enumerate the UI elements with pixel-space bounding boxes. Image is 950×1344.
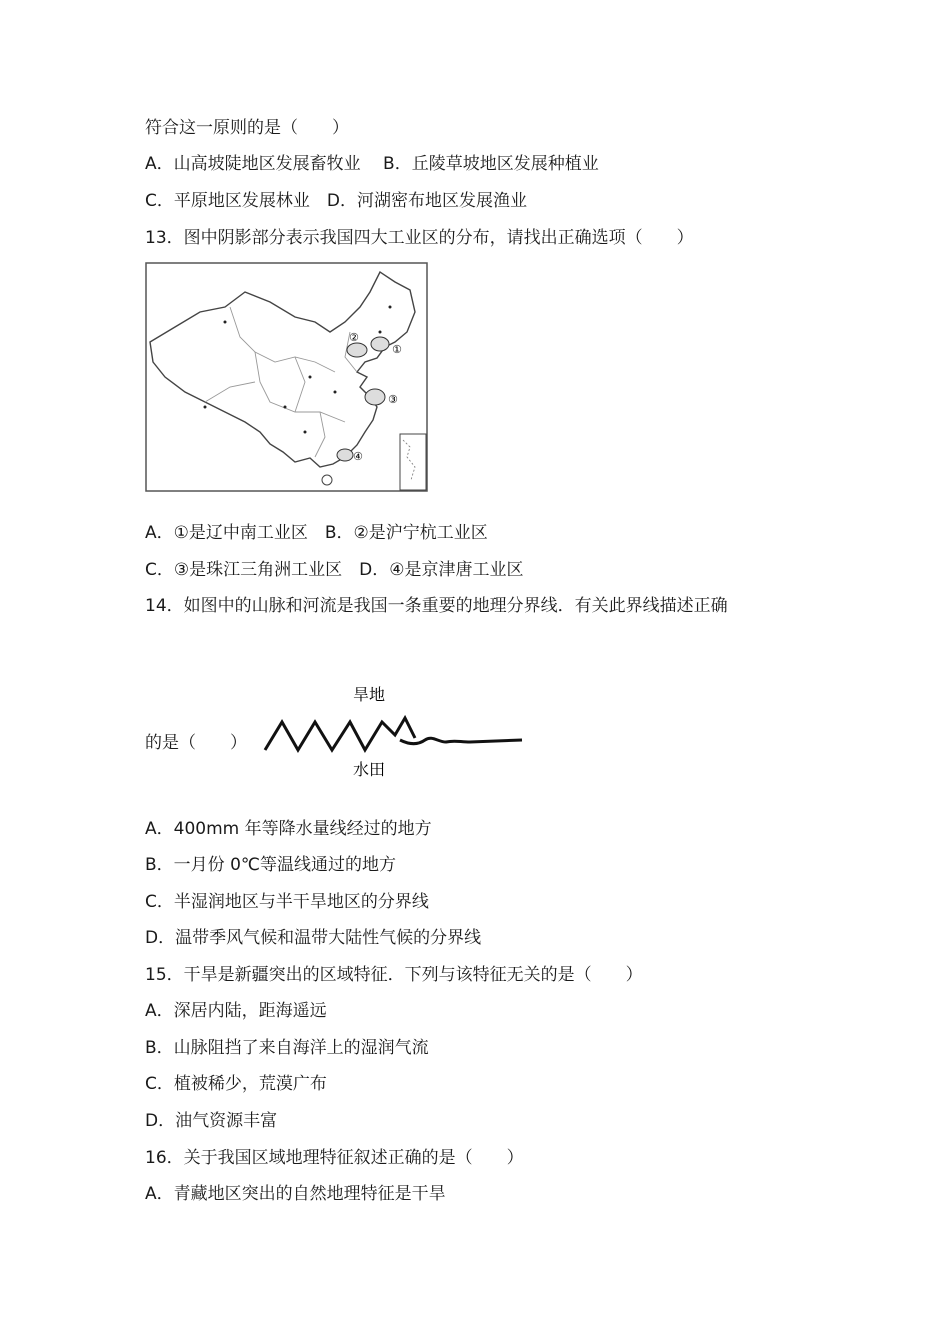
q12-options-ab: A．山高坡陡地区发展畜牧业 B．丘陵草坡地区发展种植业 — [145, 154, 599, 174]
q14-stem-end: 的是（ ） — [145, 733, 247, 753]
q16-option-a: A．青藏地区突出的自然地理特征是干旱 — [145, 1184, 446, 1204]
marker-4: ④ — [353, 450, 363, 463]
marker-1: ① — [392, 343, 402, 356]
q14-option-a: A．400mm 年等降水量线经过的地方 — [145, 819, 432, 839]
marker-3: ③ — [388, 393, 398, 406]
q15-option-c: C．植被稀少，荒漠广布 — [145, 1074, 327, 1094]
q15-stem: 15．干旱是新疆突出的区域特征．下列与该特征无关的是（ ） — [145, 965, 643, 985]
q15-option-a: A．深居内陆，距海遥远 — [145, 1001, 327, 1021]
q12-options-cd: C．平原地区发展林业 D．河湖密布地区发展渔业 — [145, 191, 527, 211]
marker-2: ② — [349, 331, 359, 344]
q14-stem: 14．如图中的山脉和河流是我国一条重要的地理分界线．有关此界线描述正确 — [145, 596, 728, 616]
label-dryland: 旱地 — [353, 685, 386, 704]
q12-stem-end: 符合这一原则的是（ ） — [145, 118, 349, 138]
q13-options-ab: A．①是辽中南工业区 B．②是沪宁杭工业区 — [145, 523, 488, 543]
label-paddy: 水田 — [353, 760, 386, 779]
q15-option-b: B．山脉阻挡了来自海洋上的湿润气流 — [145, 1038, 429, 1058]
china-industrial-map — [145, 262, 428, 493]
q15-option-d: D．油气资源丰富 — [145, 1111, 278, 1131]
boundary-line-figure — [260, 680, 524, 780]
q13-options-cd: C．③是珠江三角洲工业区 D．④是京津唐工业区 — [145, 560, 524, 580]
q13-stem: 13．图中阴影部分表示我国四大工业区的分布，请找出正确选项（ ） — [145, 228, 694, 248]
q14-option-d: D．温带季风气候和温带大陆性气候的分界线 — [145, 928, 482, 948]
q16-stem: 16．关于我国区域地理特征叙述正确的是（ ） — [145, 1148, 524, 1168]
q14-option-b: B．一月份 0℃等温线通过的地方 — [145, 855, 396, 875]
q14-option-c: C．半湿润地区与半干旱地区的分界线 — [145, 892, 429, 912]
